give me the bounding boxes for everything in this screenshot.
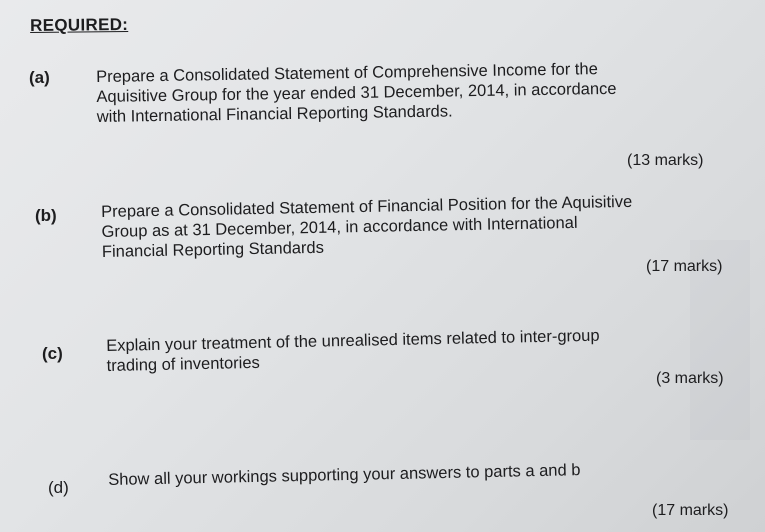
- question-a-marks: (13 marks): [627, 152, 704, 169]
- question-c-line-2: trading of inventories: [106, 353, 260, 375]
- question-d-label: (d): [48, 478, 69, 497]
- question-a-line-2: Aquisitive Group for the year ended 31 December, 2014, in accordance: [96, 79, 617, 106]
- question-a-label: (a): [29, 68, 50, 87]
- question-a-text: [96, 59, 617, 127]
- question-c-line-1: Explain your treatment of the unrealised items related to inter-group: [106, 326, 600, 355]
- question-b-line-2: Group as at 31 December, 2014, in accordance with International: [101, 213, 578, 241]
- question-b-marks: (17 marks): [646, 258, 723, 275]
- question-c-marks: (3 marks): [656, 370, 724, 387]
- question-b-line-3: Financial Reporting Standards: [101, 238, 325, 261]
- page-heading: REQUIRED:: [30, 14, 129, 35]
- question-a-line-1: Prepare a Consolidated Statement of Comprehensive Income for the: [96, 60, 598, 86]
- question-c-text: [106, 326, 600, 376]
- question-d-text: [108, 460, 581, 490]
- question-b-label: (b): [35, 206, 57, 225]
- question-b-line-1: Prepare a Consolidated Statement of Financial Position for the Aquisitive: [101, 192, 633, 221]
- question-c-label: (c): [42, 344, 63, 363]
- question-a-line-3: with International Financial Reporting Standards.: [96, 102, 453, 126]
- question-b-text: [101, 192, 633, 262]
- question-d-line-1: Show all your workings supporting your answers to parts a and b: [108, 461, 581, 489]
- question-d-marks: (17 marks): [652, 502, 729, 519]
